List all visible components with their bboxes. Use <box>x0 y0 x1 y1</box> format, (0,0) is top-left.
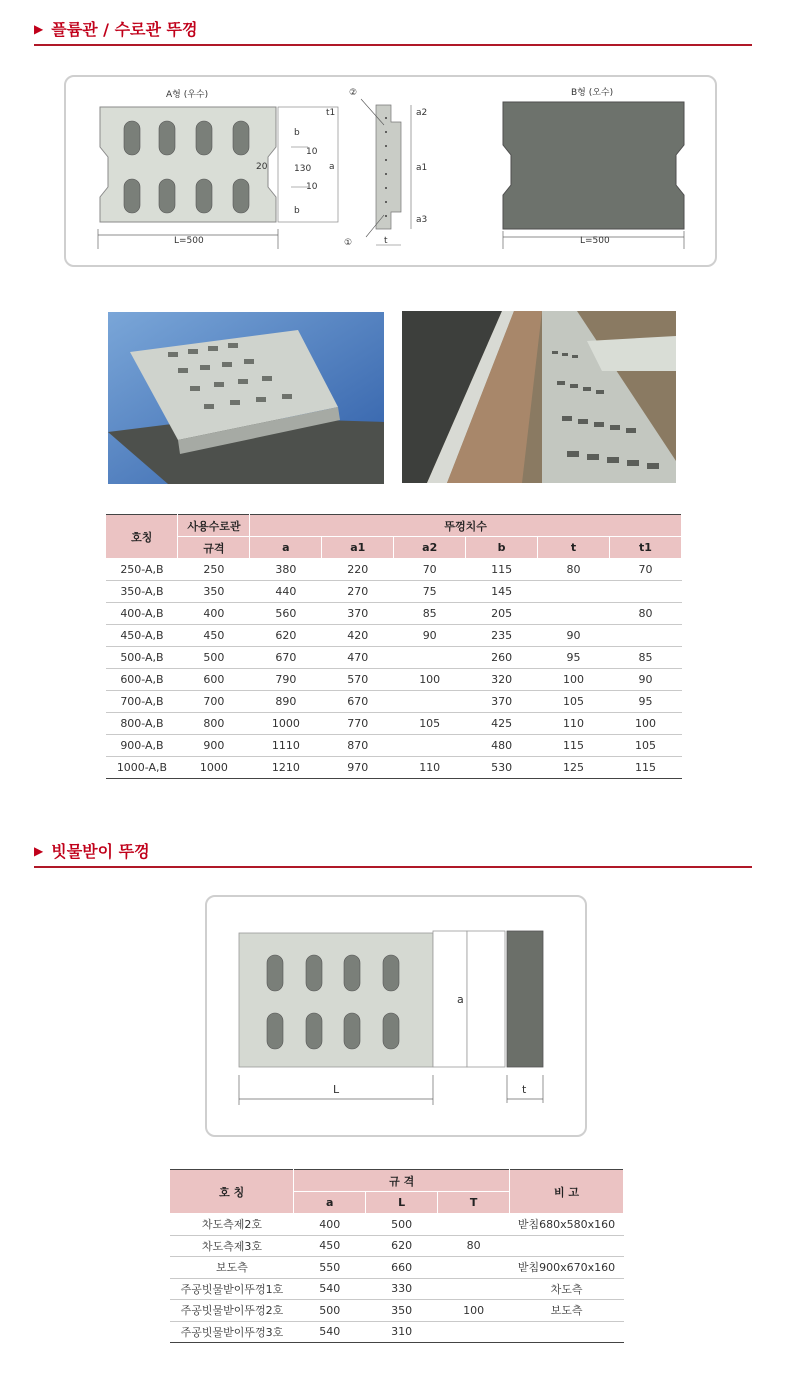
svg-text:L: L <box>333 1083 340 1096</box>
header-note: 비 고 <box>510 1170 624 1214</box>
table-cell: 차도측 <box>510 1278 624 1300</box>
table-cell: 115 <box>538 735 610 757</box>
section-divider <box>34 866 752 868</box>
svg-text:a: a <box>457 993 464 1006</box>
svg-text:b: b <box>294 206 300 216</box>
table-row <box>170 1214 624 1236</box>
flume-cover-diagram <box>64 75 717 267</box>
table-cell: 540 <box>294 1321 366 1343</box>
table-row <box>170 1257 624 1279</box>
table-cell <box>510 1321 624 1343</box>
table-cell: 500 <box>294 1300 366 1322</box>
table-cell: 470 <box>322 647 394 669</box>
table-cell: 900-A,B <box>106 735 178 757</box>
table-row <box>170 1278 624 1300</box>
table-cell: 1000 <box>250 713 322 735</box>
table-cell: 450 <box>178 625 250 647</box>
triangle-bullet-icon: ▶ <box>34 21 44 36</box>
svg-text:t1: t1 <box>326 108 336 118</box>
table-cell: 80 <box>538 559 610 581</box>
table-cell: 차도측제3호 <box>170 1235 294 1257</box>
table-cell: 790 <box>250 669 322 691</box>
table-cell: 110 <box>394 757 466 779</box>
header-pipe: 사용수로관 <box>178 515 250 537</box>
table-cell: 700-A,B <box>106 691 178 713</box>
table-cell: 100 <box>438 1300 510 1322</box>
table-cell <box>394 691 466 713</box>
length-label-b: L=500 <box>580 236 610 246</box>
header-col-a1: a1 <box>322 537 394 559</box>
table-row <box>106 735 682 757</box>
header-spec: 규격 <box>178 537 250 559</box>
table-row <box>106 603 682 625</box>
table-cell <box>394 647 466 669</box>
cover-product-photo <box>108 312 384 484</box>
table-cell: 1210 <box>250 757 322 779</box>
rainwater-cover-diagram <box>205 895 587 1137</box>
table-cell: 400 <box>178 603 250 625</box>
table-cell: 310 <box>366 1321 438 1343</box>
header-cover: 뚜껑치수 <box>250 515 682 537</box>
table-cell: 900 <box>178 735 250 757</box>
svg-text:a: a <box>329 162 335 172</box>
table-row <box>170 1321 624 1343</box>
svg-text:20: 20 <box>256 162 268 172</box>
table-cell: 1110 <box>250 735 322 757</box>
table-cell: 400 <box>294 1214 366 1236</box>
table-cell: 받침900x670x160 <box>510 1257 624 1279</box>
table-row <box>106 713 682 735</box>
table-cell: 235 <box>466 625 538 647</box>
table-cell <box>438 1321 510 1343</box>
table-cell: 85 <box>610 647 682 669</box>
table-cell: 90 <box>610 669 682 691</box>
table-row <box>106 559 682 581</box>
header-code: 호 칭 <box>170 1170 294 1214</box>
table-cell: 500-A,B <box>106 647 178 669</box>
table-cell <box>610 625 682 647</box>
rainwater-cover-spec-table <box>170 1169 624 1343</box>
table-cell: 870 <box>322 735 394 757</box>
table-cell <box>438 1257 510 1279</box>
table-cell: 95 <box>610 691 682 713</box>
table-cell: 100 <box>394 669 466 691</box>
table-row <box>106 581 682 603</box>
table-cell: 670 <box>250 647 322 669</box>
table-cell: 350 <box>366 1300 438 1322</box>
table-cell: 주공빗물받이뚜껑3호 <box>170 1321 294 1343</box>
table-cell: 440 <box>250 581 322 603</box>
table-cell: 90 <box>394 625 466 647</box>
table-cell: 205 <box>466 603 538 625</box>
header-col-t: t <box>538 537 610 559</box>
table-cell <box>510 1235 624 1257</box>
table-cell: 330 <box>366 1278 438 1300</box>
table-cell: 550 <box>294 1257 366 1279</box>
table-row <box>106 691 682 713</box>
table-row <box>170 1235 624 1257</box>
table-cell: 105 <box>394 713 466 735</box>
table-cell: 250 <box>178 559 250 581</box>
svg-text:②: ② <box>349 88 358 98</box>
table-cell: 500 <box>366 1214 438 1236</box>
header-col-a2: a2 <box>394 537 466 559</box>
table-cell: 620 <box>366 1235 438 1257</box>
table-cell: 620 <box>250 625 322 647</box>
table-cell: 220 <box>322 559 394 581</box>
table-cell: 540 <box>294 1278 366 1300</box>
table-row <box>106 757 682 779</box>
header-col-a: a <box>294 1192 366 1214</box>
section-title-rainwater <box>34 839 150 862</box>
table-cell: 350-A,B <box>106 581 178 603</box>
table-cell: 주공빗물받이뚜껑2호 <box>170 1300 294 1322</box>
svg-text:a1: a1 <box>416 163 428 173</box>
table-cell: 370 <box>322 603 394 625</box>
header-col-a: a <box>250 537 322 559</box>
table-cell: 145 <box>466 581 538 603</box>
rainwater-cover-drawing <box>207 897 589 1139</box>
table-cell: 320 <box>466 669 538 691</box>
table-cell: 770 <box>322 713 394 735</box>
table-row <box>106 669 682 691</box>
table-cell: 115 <box>610 757 682 779</box>
table-cell <box>438 1214 510 1236</box>
table-cell: 660 <box>366 1257 438 1279</box>
table-cell: 105 <box>610 735 682 757</box>
table-cell: 95 <box>538 647 610 669</box>
table-cell: 400-A,B <box>106 603 178 625</box>
table-cell: 500 <box>178 647 250 669</box>
table-cell: 800-A,B <box>106 713 178 735</box>
table-cell: 1000-A,B <box>106 757 178 779</box>
table-cell <box>538 581 610 603</box>
table-cell: 260 <box>466 647 538 669</box>
table-cell: 450 <box>294 1235 366 1257</box>
table-cell: 75 <box>394 581 466 603</box>
table-cell: 570 <box>322 669 394 691</box>
a-type-label: A형 (우수) <box>166 90 209 100</box>
svg-text:①: ① <box>344 238 353 248</box>
table-cell: 80 <box>610 603 682 625</box>
table-row <box>106 625 682 647</box>
header-col-L: L <box>366 1192 438 1214</box>
length-label-a: L=500 <box>174 236 204 246</box>
table-cell: 370 <box>466 691 538 713</box>
flume-cover-drawing <box>66 77 719 269</box>
table-cell: 420 <box>322 625 394 647</box>
section-title-text: 플륨관 / 수로관 뚜껑 <box>51 20 198 39</box>
table-cell: 270 <box>322 581 394 603</box>
table-cell: 100 <box>610 713 682 735</box>
table-cell: 350 <box>178 581 250 603</box>
section-divider <box>34 44 752 46</box>
table-cell: 105 <box>538 691 610 713</box>
svg-text:a2: a2 <box>416 108 428 118</box>
table-cell: 주공빗물받이뚜껑1호 <box>170 1278 294 1300</box>
section-title-text: 빗물받이 뚜껑 <box>51 842 150 861</box>
table-cell: 70 <box>394 559 466 581</box>
table-cell <box>394 735 466 757</box>
table-cell: 70 <box>610 559 682 581</box>
table-cell: 530 <box>466 757 538 779</box>
table-cell <box>538 603 610 625</box>
svg-text:t: t <box>522 1083 527 1096</box>
b-type-label: B형 (오수) <box>571 88 614 98</box>
header-col-b: b <box>466 537 538 559</box>
table-cell: 250-A,B <box>106 559 178 581</box>
table-cell <box>610 581 682 603</box>
table-cell: 80 <box>438 1235 510 1257</box>
table-cell: 600 <box>178 669 250 691</box>
header-col-t1: t1 <box>610 537 682 559</box>
table-cell: 890 <box>250 691 322 713</box>
table-cell: 560 <box>250 603 322 625</box>
table-cell: 110 <box>538 713 610 735</box>
table-cell: 970 <box>322 757 394 779</box>
table-cell <box>438 1278 510 1300</box>
table-cell: 425 <box>466 713 538 735</box>
header-col-T: T <box>438 1192 510 1214</box>
svg-text:10: 10 <box>306 182 318 192</box>
installed-cover-photo <box>402 311 676 483</box>
svg-text:10: 10 <box>306 147 318 157</box>
table-cell: 700 <box>178 691 250 713</box>
svg-text:b: b <box>294 128 300 138</box>
table-cell: 450-A,B <box>106 625 178 647</box>
table-cell: 받침680x580x160 <box>510 1214 624 1236</box>
table-cell: 보도측 <box>510 1300 624 1322</box>
table-cell: 380 <box>250 559 322 581</box>
table-cell: 600-A,B <box>106 669 178 691</box>
triangle-bullet-icon: ▶ <box>34 843 44 858</box>
header-code: 호칭 <box>106 515 178 559</box>
table-cell: 90 <box>538 625 610 647</box>
table-row <box>106 647 682 669</box>
table-cell: 670 <box>322 691 394 713</box>
svg-text:a3: a3 <box>416 215 428 225</box>
header-spec: 규 격 <box>294 1170 510 1192</box>
section-title-flume <box>34 17 197 40</box>
table-cell: 85 <box>394 603 466 625</box>
svg-text:t: t <box>384 236 388 246</box>
table-cell: 100 <box>538 669 610 691</box>
table-cell: 480 <box>466 735 538 757</box>
table-cell: 125 <box>538 757 610 779</box>
table-cell: 차도측제2호 <box>170 1214 294 1236</box>
table-cell: 보도측 <box>170 1257 294 1279</box>
table-cell: 800 <box>178 713 250 735</box>
flume-cover-spec-table <box>106 514 682 779</box>
svg-text:130: 130 <box>294 164 312 174</box>
table-cell: 1000 <box>178 757 250 779</box>
table-cell: 115 <box>466 559 538 581</box>
table-row <box>170 1300 624 1322</box>
